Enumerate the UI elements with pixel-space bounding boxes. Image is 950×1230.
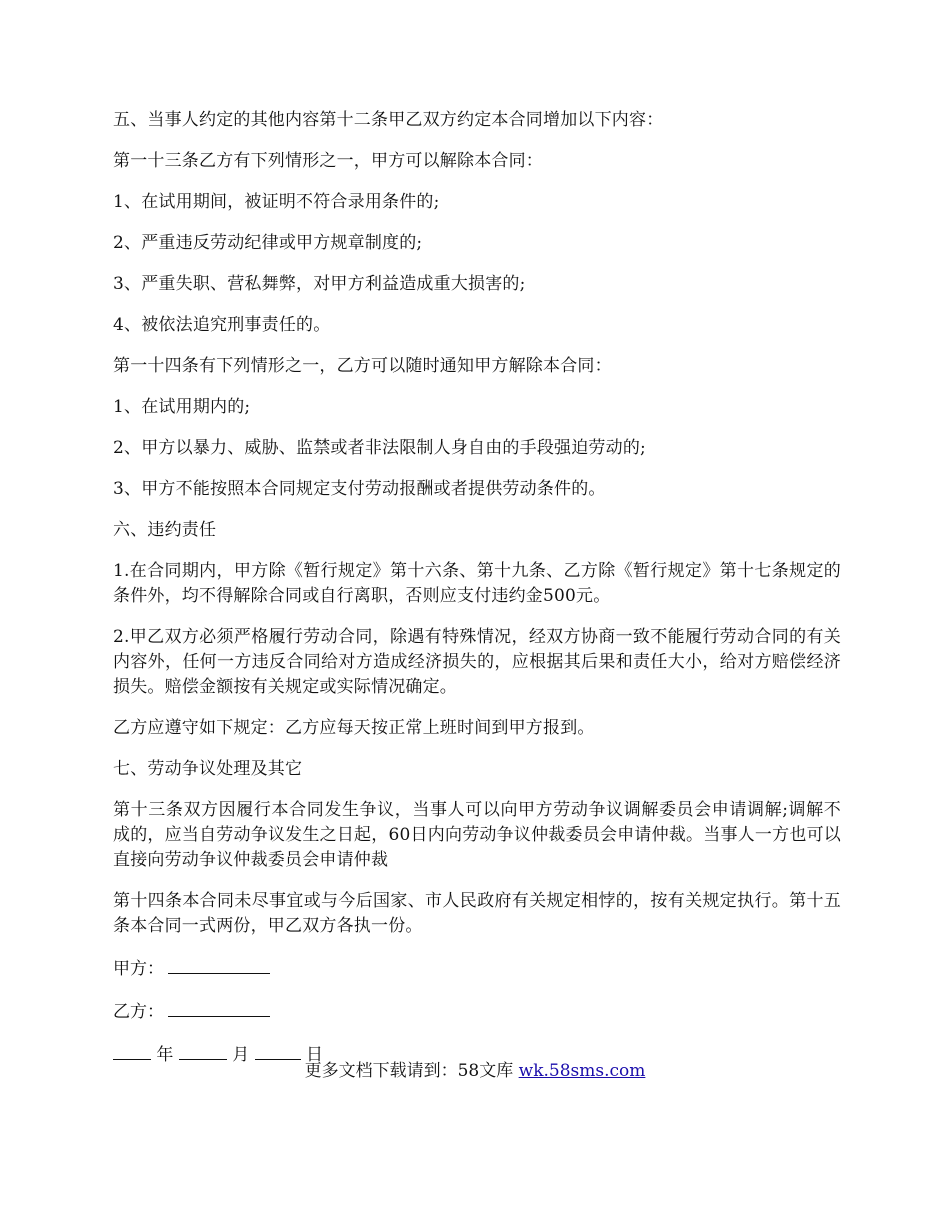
dispute-clause-13: 第十三条双方因履行本合同发生争议，当事人可以向甲方劳动争议调解委员会申请调解;调解不成的，应当自劳动争议发生之日起，60日内向劳动争议仲裁委员会申请仲裁。当事人一方也可以直接向劳动争议仲裁委员会申请仲裁 bbox=[113, 800, 841, 870]
article-14-item-1: 1、在试用期内的; bbox=[113, 397, 251, 417]
clause-other-content-heading: 五、当事人约定的其他内容第十二条甲乙双方约定本合同增加以下内容： bbox=[113, 110, 664, 130]
footer-link[interactable]: wk.58sms.com bbox=[518, 1061, 646, 1081]
breach-clause-1: 1.在合同期内，甲方除《暂行规定》第十六条、第十九条、乙方除《暂行规定》第十七条规定的条件外，均不得解除合同或自行离职，否则应支付违约金500元。 bbox=[113, 561, 841, 606]
month-label: 月 bbox=[232, 1045, 250, 1065]
party-b-signature bbox=[113, 998, 841, 1025]
year-label: 年 bbox=[156, 1045, 174, 1065]
article-14-item-3: 3、甲方不能按照本合同规定支付劳动报酬或者提供劳动条件的。 bbox=[113, 479, 606, 499]
day-label: 日 bbox=[306, 1045, 324, 1065]
article-13-item-3: 3、严重失职、营私舞弊，对甲方利益造成重大损害的; bbox=[113, 274, 526, 294]
year-blank bbox=[113, 1041, 151, 1060]
dispute-clause-14-15: 第十四条本合同未尽事宜或与今后国家、市人民政府有关规定相悖的，按有关规定执行。第十五条本合同一式两份，甲乙双方各执一份。 bbox=[113, 891, 841, 936]
day-blank bbox=[255, 1041, 301, 1060]
breach-clause-2: 2.甲乙双方必须严格履行劳动合同，除遇有特殊情况，经双方协商一致不能履行劳动合同的有关内容外，任何一方违反合同给对方造成经济损失的，应根据其后果和责任大小，给对方赔偿经济损失。赔偿金额按有关规定或实际情况确定。 bbox=[113, 627, 841, 697]
month-blank bbox=[179, 1041, 227, 1060]
article-14-item-2: 2、甲方以暴力、威胁、监禁或者非法限制人身自由的手段强迫劳动的; bbox=[113, 438, 646, 458]
party-a-blank bbox=[168, 955, 270, 974]
party-a-label: 甲方： bbox=[113, 959, 164, 979]
article-14-heading: 第一十四条有下列情形之一，乙方可以随时通知甲方解除本合同： bbox=[113, 356, 612, 376]
party-b-blank bbox=[168, 998, 270, 1017]
party-a-signature bbox=[113, 955, 841, 982]
article-13-item-4: 4、被依法追究刑事责任的。 bbox=[113, 315, 331, 335]
download-footer bbox=[0, 1059, 950, 1084]
article-13-heading: 第一十三条乙方有下列情形之一，甲方可以解除本合同： bbox=[113, 151, 543, 171]
footer-prefix: 更多文档下载请到：58文库 bbox=[304, 1061, 519, 1081]
party-b-rules: 乙方应遵守如下规定：乙方应每天按正常上班时间到甲方报到。 bbox=[113, 718, 595, 738]
article-13-item-2: 2、严重违反劳动纪律或甲方规章制度的; bbox=[113, 233, 423, 253]
section-dispute-heading: 七、劳动争议处理及其它 bbox=[113, 759, 303, 779]
party-b-label: 乙方： bbox=[113, 1002, 164, 1022]
section-breach-liability-heading: 六、违约责任 bbox=[113, 520, 217, 540]
contract-body bbox=[113, 108, 841, 1084]
article-13-item-1: 1、在试用期间，被证明不符合录用条件的; bbox=[113, 192, 440, 212]
